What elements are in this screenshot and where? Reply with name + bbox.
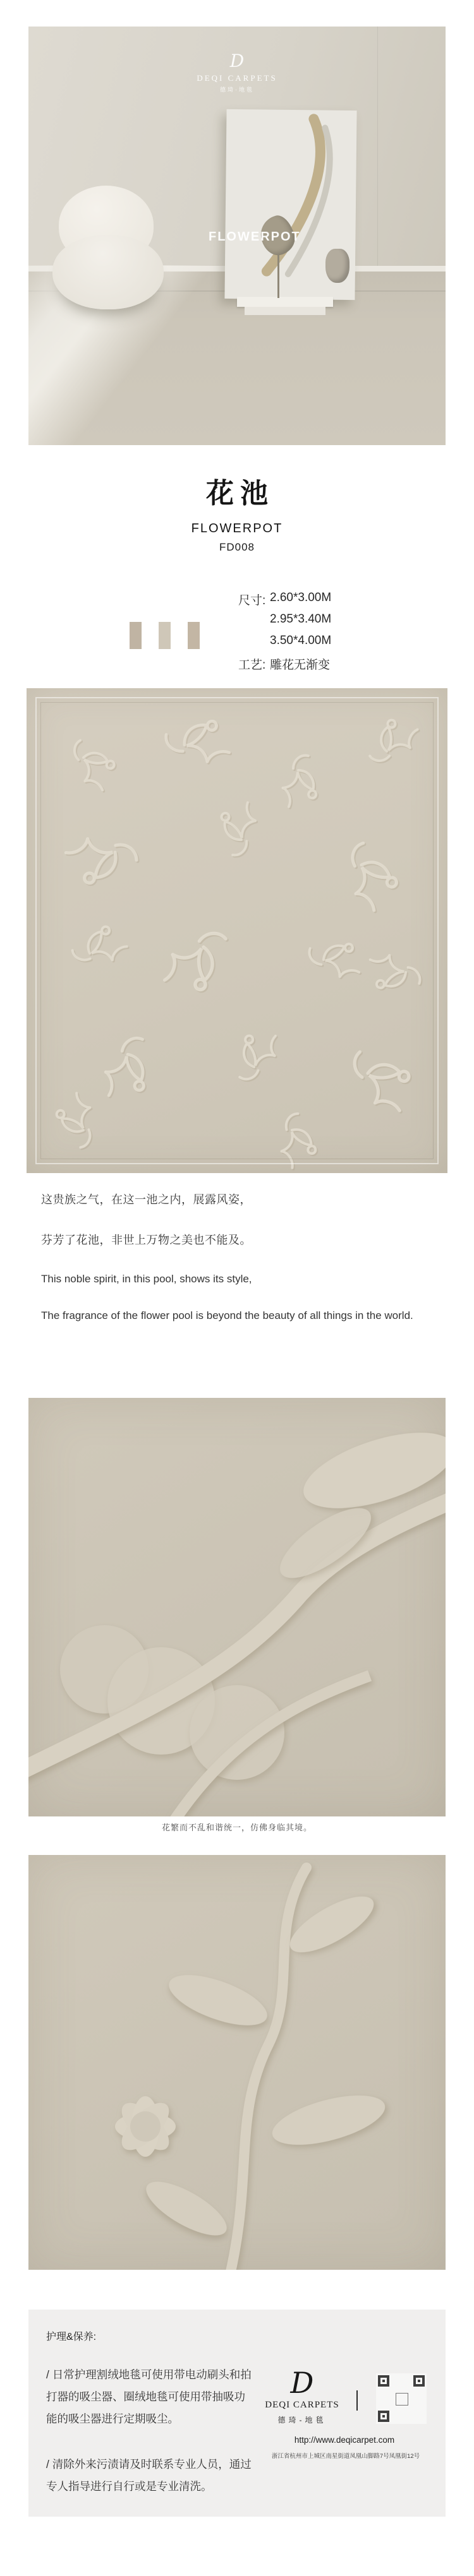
description-cn-line2: 芬芳了花池，非世上万物之美也不能及。 <box>41 1234 252 1246</box>
description-cn-line1: 这贵族之气，在这一池之内，展露风姿， <box>41 1193 252 1206</box>
hero-overlay-title: FLOWERPOT <box>209 230 301 244</box>
description-en-line1: This noble spirit, in this pool, shows its style, <box>41 1273 252 1285</box>
company-address: 浙江省杭州市上城区南星街道凤凰山脚路7号凤凰街12号 <box>271 2453 420 2460</box>
page-title-en: FLOWERPOT <box>191 522 283 535</box>
footer-divider <box>356 2390 358 2411</box>
qr-center-logo <box>396 2393 408 2406</box>
leaf-relief <box>28 1398 446 1816</box>
brand-monogram-icon: D <box>229 51 245 71</box>
brand-logo <box>28 52 446 93</box>
detail-image-flower <box>28 1855 446 2270</box>
footer-brand-monogram-icon: D <box>290 2366 314 2400</box>
book-stack <box>237 297 333 307</box>
qr-finder-icon <box>378 2411 389 2422</box>
description-en-line2: The fragrance of the flower pool is beyond the beauty of all things in the world. <box>41 1309 413 1321</box>
book-stack-2 <box>245 307 325 315</box>
sculpture-stand <box>277 249 279 298</box>
care-item-1: / 日常护理割绒地毯可使用带电动刷头和拍打器的吸尘器、圈绒地毯可使用带抽吸功能的吸尘器进行定期吸尘。 <box>46 2368 252 2425</box>
care-item-2: / 清除外来污渍请及时联系专业人员，通过专人指导进行自行或是专业清洗。 <box>46 2458 252 2493</box>
flower-relief <box>28 1855 446 2270</box>
boucle-chair-seat <box>52 235 164 309</box>
size-option: 2.95*3.40M <box>270 612 332 626</box>
brand-name: DEQI CARPETS <box>197 73 277 83</box>
model-number: FD008 <box>219 541 255 553</box>
qr-finder-icon <box>378 2375 389 2387</box>
detail-caption: 花繁而不乱和谐统一，仿佛身临其境。 <box>161 1823 312 1832</box>
carpet-flat-image <box>27 688 447 1173</box>
craft-label: 工艺: <box>238 659 266 672</box>
color-swatch-1 <box>130 622 142 649</box>
brand-name-cn: 德琦·地毯 <box>220 86 254 93</box>
qr-finder-icon <box>413 2375 425 2387</box>
spec-list <box>238 591 331 677</box>
website-url[interactable]: http://www.deqicarpet.com <box>294 2435 395 2445</box>
hero-room-photo <box>28 27 446 445</box>
detail-image-leaves <box>28 1398 446 1816</box>
color-swatch-2 <box>159 622 171 649</box>
care-heading: 护理&保养: <box>46 2332 97 2342</box>
carpet-border-inner <box>40 702 434 1159</box>
footer-brand-name-cn: 德琦-地毯 <box>277 2416 327 2424</box>
footer-brand-name: DEQI CARPETS <box>265 2400 339 2410</box>
page-title: 花池 <box>206 478 274 509</box>
size-option: 3.50*4.00M <box>270 634 332 647</box>
stone-vase <box>325 249 349 283</box>
size-label: 尺寸: <box>238 594 266 607</box>
craft-value: 雕花无渐变 <box>270 659 331 672</box>
color-swatch-3 <box>188 622 200 649</box>
qr-code <box>376 2373 427 2424</box>
footer-care-panel <box>28 2310 446 2517</box>
size-option: 2.60*3.00M <box>270 591 332 604</box>
